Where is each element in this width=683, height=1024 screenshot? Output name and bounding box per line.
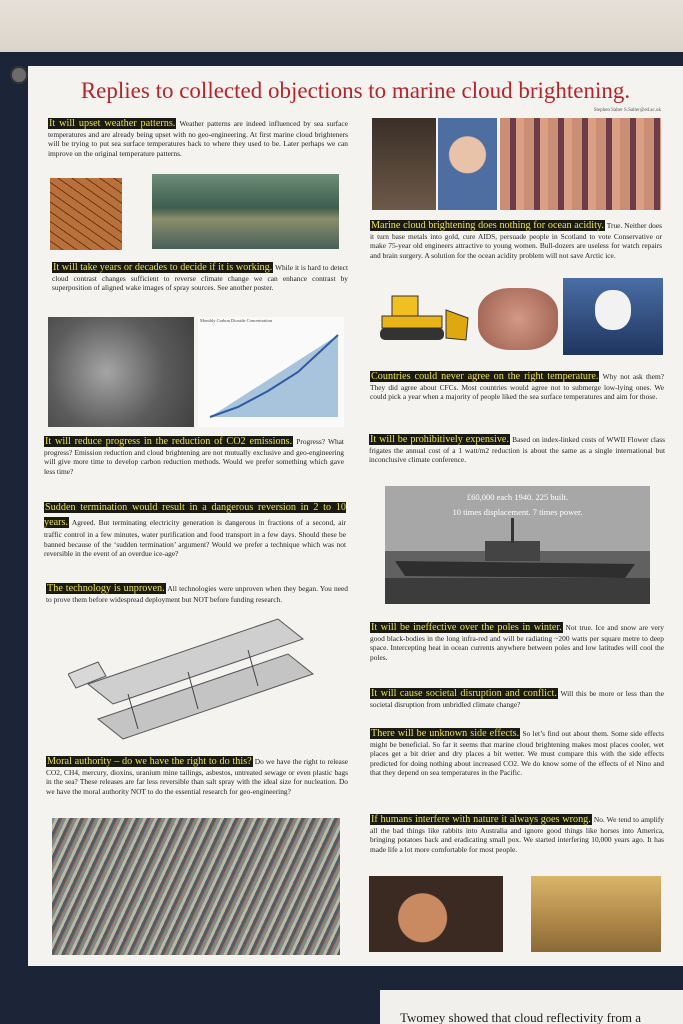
brain-image (478, 288, 558, 350)
section-body: Why not ask them? They did agree about CFCs. Most countries would agree not to submerge low-lying ones. We could pick a year when a majority of people liked the sea surface temperatures and aim for those. (370, 372, 664, 402)
section-poles (370, 622, 664, 662)
wall (0, 0, 683, 58)
polar-bear-image (563, 278, 663, 355)
section-side-effects (370, 728, 664, 777)
crowd-image (500, 118, 661, 210)
politician-image (438, 118, 497, 210)
section-body: While it is hard to detect cloud contrast changes sufficient to reverse climate change we can enhance contrast by superposition of aligned wake images of spray sources. See another poster. (52, 263, 349, 293)
section-body: So let’s find out about them. Some side effects might be beneficial. So far it seems that marine cloud brightening makes most places cooler, wet places get a bit drier and dry places a bit wetter. We must compare this with the side effects predicted for doing nothing about increased CO2. We do know some of the effects of el Nino and that they depend on sea temperatures in the Pacific. (370, 729, 664, 777)
section-moral (46, 756, 348, 796)
frigate-displacement-label: 10 times displacement. 7 times power. (452, 507, 583, 517)
poster-author: Stephen Salter S.Salter@ed.ac.uk (593, 108, 661, 113)
co2-chart (198, 317, 344, 427)
flood-image (152, 174, 339, 249)
section-progress (44, 436, 344, 476)
section-nature (370, 814, 664, 854)
poster (28, 66, 683, 966)
section-body: No. We tend to amplify all the bad things like rabbits into Australia and ignore good things like horses into America, bringing potatoes back and eradicating small pox. We started interfering 10,000 years ago. It has made life a lot more comfortable for most people. (370, 815, 664, 854)
section-heading: It will upset weather patterns. (49, 118, 176, 129)
wright-flyer-image (68, 614, 318, 744)
frigate-image (385, 486, 650, 604)
ocean-pollution-image (52, 818, 340, 955)
section-heading: It will reduce progress in the reduction of CO2 emissions. (45, 436, 293, 447)
section-body: All technologies were unproven when they began. You need to prove them before widespread deployment but NOT before funding research. (46, 584, 348, 604)
section-termination (44, 500, 346, 559)
co2-chart-plot (198, 317, 344, 427)
section-body: Do we have the right to release CO2, CH4, mercury, dioxins, uranium mine tailings, asbestos, untreated sewage or even plastic bags in the sea? These releases are far less reversible than salt spray with the ideal size for nucleation. Do we have the moral authority NOT to do the essential research for geo-engineering? (46, 757, 348, 796)
section-heading: There will be unknown side effects. (371, 728, 520, 739)
section-heading: Marine cloud brightening does nothing for ocean acidity. (371, 220, 604, 231)
section-heading: It will be prohibitively expensive. (370, 434, 509, 445)
poster-title: Replies to collected objections to marine cloud brightening. (80, 78, 631, 103)
frigate-cost-label: £60,000 each 1940. 225 built. (466, 492, 569, 502)
section-heading: The technology is unproven. (47, 583, 165, 594)
section-acidity (370, 220, 662, 260)
section-body: Weather patterns are indeed influenced by sea surface temperatures and are already being upset with no geo-engineering. At first marine cloud brighteners will be trying to put sea surface temperatures back to where they used to be. Later perhaps we can improve on the original temperature patterns. (48, 119, 348, 158)
satellite-cloud-image (48, 317, 194, 427)
section-body: Agreed. But terminating electricity generation is dangerous in fractions of a second, air traffic control in a few minutes, water purification and food transport in a few days. Should these be banned because of the ‘sudden termination’ argument? Would we prefer a technique which was not reversible in the event of an overdue ice-age? (44, 518, 346, 559)
pin-icon (10, 66, 28, 84)
section-weather (48, 118, 348, 158)
bulldozer-image (372, 288, 472, 348)
ship-icon (385, 486, 650, 604)
cracked-earth-image (50, 178, 122, 250)
horse-riders-image (531, 876, 661, 952)
section-body: Based on index-linked costs of WWII Flower class frigates the annual cost of a 1 watt/m2 reduction is about the same as a single international but inconclusive climate conference. (369, 435, 665, 465)
section-heading: It will take years or decades to decide if it is working. (53, 262, 273, 273)
painting-image (372, 118, 436, 210)
section-heading: It will be ineffective over the poles in winter. (371, 622, 562, 633)
co2-chart-title: Monthly Carbon Dioxide Concentration (200, 318, 273, 323)
section-expensive (369, 434, 665, 465)
section-body: Not true. Ice and snow are very good black-bodies in the long infra-red and will be radiating ~200 watts per square metre to deep space. Intercepting heat in ocean currents anywhere between poles and low latitudes will cool the poles. (370, 623, 664, 662)
section-body: Progress? What progress? Emission reduction and cloud brightening are not mutually exclusive and geo-engineering will give more time to develop carbon reduction methods. Would we prefer something which gave less time? (44, 437, 344, 476)
bottom-note (380, 990, 683, 1024)
section-technology (46, 583, 348, 604)
section-body: Will this be more or less than the societal disruption from unbridled climate change? (370, 689, 665, 709)
section-body: True. Neither does it turn base metals into gold, cure AIDS, persuade people in Scotland to vote Conservative or make 75-year old engineers attractive to young women. Bull-dozers are useless for watch repairs and brain surgery. A solution for the ocean acidity problem will not save Arctic ice. (370, 221, 662, 260)
section-temperature (370, 371, 664, 402)
section-heading: It will cause societal disruption and conflict. (371, 688, 557, 699)
section-heading: Countries could never agree on the right temperature. (371, 371, 599, 382)
polar-bear-icon (595, 290, 631, 330)
section-heading: Sudden termination would result in a dangerous reversion in 2 to 10 years. (44, 502, 346, 528)
smallpox-image (369, 876, 503, 952)
section-heading: Moral authority – do we have the right to do this? (47, 756, 252, 767)
bottom-note-text: Twomey showed that cloud reflectivity from a (400, 1010, 641, 1024)
section-years (52, 262, 348, 293)
section-heading: If humans interfere with nature it always goes wrong. (371, 814, 591, 825)
section-disruption (370, 688, 664, 709)
